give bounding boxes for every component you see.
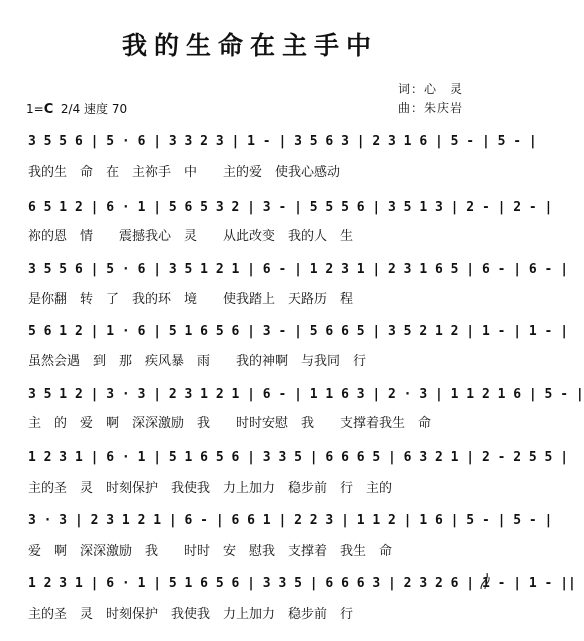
notation-line: 3 5 5 6 | 5 · 6 | 3 3 2 3 | 1 - | 3 5 6 3 | 2 3 1 6 | 5 - | 5 - | [28, 134, 537, 149]
notation-line: 3 5 5 6 | 5 · 6 | 3 5 1 2 1 | 6 - | 1 2 3 1 | 2 3 1 6 5 | 6 - | 6 - | [28, 262, 569, 277]
notation-line: 1 2 3 1 | 6 · 1 | 5 1 6 5 6 | 3 3 5 | 6 6 6 5 | 6 3 2 1 | 2 - 2 5 5 | [28, 450, 569, 465]
notation-line: 6 5 1 2 | 6 · 1 | 5 6 5 3 2 | 3 - | 5 5 5 6 | 3 5 1 3 | 2 - | 2 - | [28, 200, 553, 215]
lyric-line: 我的生 命 在 主祢手 中 主的爱 使我心感动 [28, 165, 341, 180]
song-title: 我的生命在主手中 [121, 31, 378, 60]
final-bar-ornament-icon [479, 569, 491, 591]
notation-line: 3 · 3 | 2 3 1 2 1 | 6 - | 6 6 1 | 2 2 3 | 1 1 2 | 1 6 | 5 - | 5 - | [28, 513, 553, 528]
lyric-line: 是你翻 转 了 我的环 境 使我踏上 天路历 程 [28, 292, 354, 307]
tempo-label: 速度 70 [84, 102, 128, 116]
notation-line: 5 6 1 2 | 1 · 6 | 5 1 6 5 6 | 3 - | 5 6 6 5 | 3 5 2 1 2 | 1 - | 1 - | [28, 324, 569, 339]
key-tempo-line [26, 100, 127, 117]
lyricist-credit: 词：心 灵 [398, 82, 464, 96]
composer-credit: 曲：朱庆岩 [398, 101, 464, 115]
lyric-line: 主 的 爱 啊 深深激励 我 时时安慰 我 支撑着我生 命 [28, 416, 432, 431]
key-label: 1= [26, 102, 44, 116]
lyric-line: 虽然会遇 到 那 疾风暴 雨 我的神啊 与我同 行 [28, 354, 367, 369]
notation-line: 1 2 3 1 | 6 · 1 | 5 1 6 5 6 | 3 3 5 | 6 6 6 3 | 2 3 2 6 | 1 - | 1 - || [28, 576, 576, 591]
lyric-line: 主的圣 灵 时刻保护 我使我 力上加力 稳步前 行 主的 [28, 481, 393, 496]
lyric-line: 主的圣 灵 时刻保护 我使我 力上加力 稳步前 行 [28, 607, 354, 622]
time-signature: 2/4 [60, 102, 81, 116]
key-letter: C [43, 102, 54, 117]
lyric-line: 祢的恩 情 震撼我心 灵 从此改变 我的人 生 [28, 229, 354, 244]
lyric-line: 爱 啊 深深激励 我 时时 安 慰我 支撑着 我生 命 [28, 544, 393, 559]
notation-line: 3 5 1 2 | 3 · 3 | 2 3 1 2 1 | 6 - | 1 1 6 3 | 2 · 3 | 1 1 2 1 6 | 5 - | [28, 387, 584, 402]
